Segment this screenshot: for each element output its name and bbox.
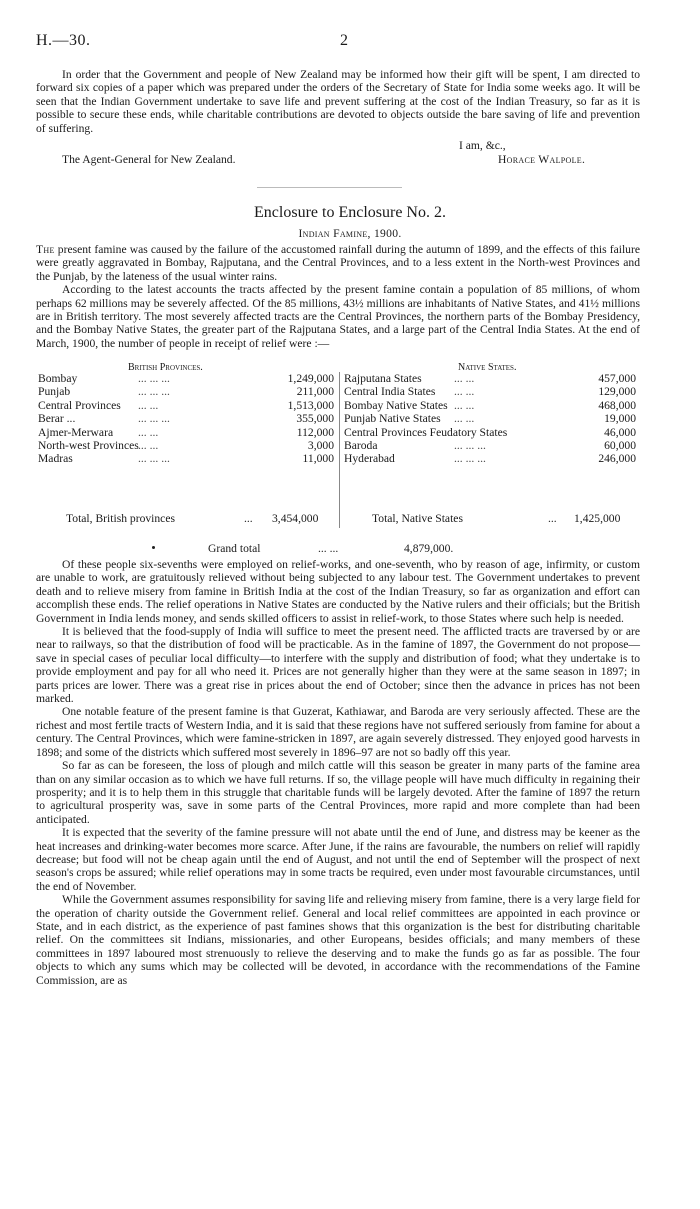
row-leader-dots: ... ... ...	[138, 372, 170, 385]
table-row	[38, 452, 334, 465]
row-value: 1,513,000	[287, 398, 334, 412]
row-name: Bombay	[38, 372, 78, 385]
table-row	[344, 372, 638, 385]
table-divider	[339, 372, 340, 528]
row-leader-dots: ... ...	[454, 385, 475, 399]
row-name: Central Provinces Feudatory States	[344, 425, 508, 439]
table-row	[38, 385, 334, 398]
native-total-value: 1,425,000	[574, 512, 621, 525]
row-name: Punjab Native States	[344, 412, 441, 426]
row-leader-dots: ... ... ...	[138, 452, 170, 466]
paragraph-2: According to the latest accounts the tracts affected by the present famine contain a population of 85 millions, of whom perhaps 62 millions may be severely affected. Of the 85 millions, 43½ millions are inhabitants of Native States, and 41½ millions are in British territory. The most severely affected tracts are the Central Provinces, the northern parts of the Bombay Presidency, and the Bombay Native States, the greater part of the Rajputana States, and a large part of the Central India States. At the end of March, 1900, the number of people in receipt of relief were :—	[36, 283, 640, 350]
paragraph-1-text: present famine was caused by the failure of the accustomed rainfall during the autumn of 1899, and the effects of this failure were greatly aggravated in Bombay, Rajputana, and the Central Provinces, and to a less extent in the North-west Provinces and the Punjab, by the lateness of the usual winter rains.	[36, 243, 640, 283]
row-value: 112,000	[296, 425, 334, 439]
british-total-dots: ...	[244, 512, 253, 525]
main-body	[36, 558, 640, 987]
paragraph-7: It is expected that the severity of the famine pressure will not abate until the end of June, and distress may be keener as the heat increases and drinking-water becomes more scarce. After June, if the rains are favourable, the numbers on relief will rapidly decrease; but food will not be cheap again until the end of August, and not until the end of September will the prospect of next season's crops be assured; while relief operations may in some tracts be required, even under most favourable circumstances, until the end of November.	[36, 826, 640, 893]
paragraph-4: It is believed that the food-supply of India will suffice to meet the present need. The afflicted tracts are traversed by or are near to railways, so that the distribution of food will be practicable. As in the famine of 1897, the Government do not propose—save in special cases of peculiar local difficulty—to interfere with the supply and distribution of food; what they undertake is to provide employment and pay for all who need it. Prices are not generally higher than they were at the same season in 1897; in parts prices are lower. There was a great rise in prices about the end of October; since then the advance in prices has not been marked.	[36, 625, 640, 706]
letter-paragraph: In order that the Government and people of New Zealand may be informed how their gift will be spent, I am directed to forward six copies of a paper which was prepared under the orders of the Secretary of State for India some weeks ago. It will be seen that the Indian Government undertake to save life and prevent suffering at the cost of the Indian Treasury, so far as it is possible to secure these ends, while charitable contributions are devoted to objects outside the bare saving of life and prevention of suffering.	[36, 68, 640, 135]
section-divider	[257, 187, 402, 188]
table-row	[344, 426, 638, 439]
bullet-mark	[152, 546, 155, 549]
document-reference: H.—30.	[36, 32, 91, 49]
row-name: Berar ...	[38, 412, 76, 426]
row-name: Baroda	[344, 438, 378, 452]
row-value: 468,000	[598, 398, 636, 412]
row-value: 211,000	[296, 385, 334, 399]
british-total-label: Total, British provinces	[66, 512, 175, 525]
letter-closing: I am, &c.,	[459, 139, 506, 152]
letter-addressee: The Agent-General for New Zealand.	[62, 153, 236, 166]
letter-body	[36, 68, 640, 135]
row-value: 60,000	[604, 438, 636, 452]
row-name: Rajputana States	[344, 372, 422, 385]
row-name: Bombay Native States	[344, 398, 448, 412]
table-row	[38, 439, 334, 452]
native-total-label: Total, Native States	[372, 512, 463, 525]
row-name: North-west Provinces	[38, 438, 139, 452]
table-row	[344, 412, 638, 425]
row-leader-dots: ... ... ...	[454, 452, 486, 466]
british-provinces-table	[38, 372, 334, 466]
row-value: 46,000	[604, 425, 636, 439]
row-value: 19,000	[604, 412, 636, 426]
row-leader-dots: ... ... ...	[138, 385, 170, 399]
native-total-dots: ...	[548, 512, 557, 525]
british-total-value: 3,454,000	[272, 512, 319, 525]
row-name: Hyderabad	[344, 452, 395, 466]
row-name: Central India States	[344, 385, 436, 399]
enclosure-title: Enclosure to Enclosure No. 2.	[254, 204, 446, 221]
row-leader-dots: ... ...	[138, 398, 159, 412]
row-name: Ajmer-Merwara	[38, 425, 114, 439]
table-row	[38, 399, 334, 412]
paragraph-3: Of these people six-sevenths were employed on relief-works, and one-seventh, who by reason of age, infirmity, or custom are unable to work, are gratuitously relieved without being subjected to any labour test. The Government undertakes to prevent death and to relieve misery from famine in British India at the cost of the Indian Treasury, so far as organization and effort can accomplish these ends. The relief operations in Native States are conducted by the Native rulers and their officials; but the British Government in India lends money, and sends skilled officers to assist in relief-work, to those States where such help is needed.	[36, 558, 640, 625]
row-name: Central Provinces	[38, 398, 121, 412]
row-value: 1,249,000	[287, 372, 334, 385]
row-name: Madras	[38, 452, 73, 466]
table-row	[344, 452, 638, 465]
row-leader-dots: ... ...	[454, 398, 475, 412]
row-value: 3,000	[307, 438, 334, 452]
row-leader-dots: ... ...	[138, 425, 159, 439]
letter-signature: Horace Walpole.	[498, 153, 586, 166]
table-row	[344, 399, 638, 412]
row-leader-dots: ... ... ...	[138, 412, 170, 426]
intro-section	[36, 243, 640, 350]
row-name: Punjab	[38, 385, 71, 399]
paragraph-1-lead: The	[36, 243, 55, 256]
row-leader-dots: ... ...	[454, 372, 475, 385]
paragraph-6: So far as can be foreseen, the loss of plough and milch cattle will this season be greater in many parts of the famine area than on any similar occasion as to which we have full returns. If so, the village people will have much difficulty in regaining their prosperity; and it is to help them in this struggle that charitable funds will be largely devoted. After the famine of 1897 the return to agricultural prosperity was, save in some parts of the Central Provinces, more rapid and more complete than had been anticipated.	[36, 759, 640, 826]
row-value: 355,000	[296, 412, 334, 426]
table-row	[344, 385, 638, 398]
row-leader-dots: ... ...	[454, 412, 475, 426]
enclosure-subtitle: Indian Famine, 1900.	[298, 227, 402, 240]
row-value: 246,000	[598, 452, 636, 466]
row-value: 457,000	[598, 372, 636, 385]
row-leader-dots: ... ... ...	[454, 438, 486, 452]
page-number: 2	[340, 32, 349, 49]
british-heading: British Provinces.	[128, 362, 203, 373]
native-heading: Native States.	[458, 362, 517, 373]
grand-total-label: Grand total	[208, 542, 261, 555]
row-value: 11,000	[302, 452, 334, 466]
row-leader-dots: ... ...	[138, 438, 159, 452]
paragraph-1	[36, 243, 640, 283]
grand-total-value: 4,879,000.	[404, 542, 454, 555]
grand-total-dots: ... ...	[318, 542, 339, 555]
table-row	[38, 412, 334, 425]
paragraph-5: One notable feature of the present famine is that Guzerat, Kathiawar, and Baroda are very seriously affected. These are the richest and most fertile tracts of Western India, and it is said that these regions have not suffered seriously from famine for about a century. The Central Provinces, which were famine-stricken in 1897, are again severely distressed. They enjoyed good harvests in 1898; and some of the districts which suffered most severely in 1896–97 are not so badly off this year.	[36, 705, 640, 759]
table-row	[38, 426, 334, 439]
table-row	[38, 372, 334, 385]
native-states-table	[344, 372, 638, 466]
row-value: 129,000	[598, 385, 636, 399]
paragraph-8: While the Government assumes responsibility for saving life and relieving misery from famine, there is a very large field for the operation of charity outside the Government relief. General and local relief committees are appointed in each province or State, and in each district, as the experience of past famines shows that this organization is the best for distributing charitable relief. On the committees sit Indians, missionaries, and other Europeans, besides officials; and many members of these committees in 1897 laboured most strenuously to relieve the deserving and to make the funds go as far as possible. The four objects to which any sums which may be collected will be devoted, in accordance with the recommendations of the Famine Commission, are as	[36, 893, 641, 987]
table-row	[344, 439, 638, 452]
